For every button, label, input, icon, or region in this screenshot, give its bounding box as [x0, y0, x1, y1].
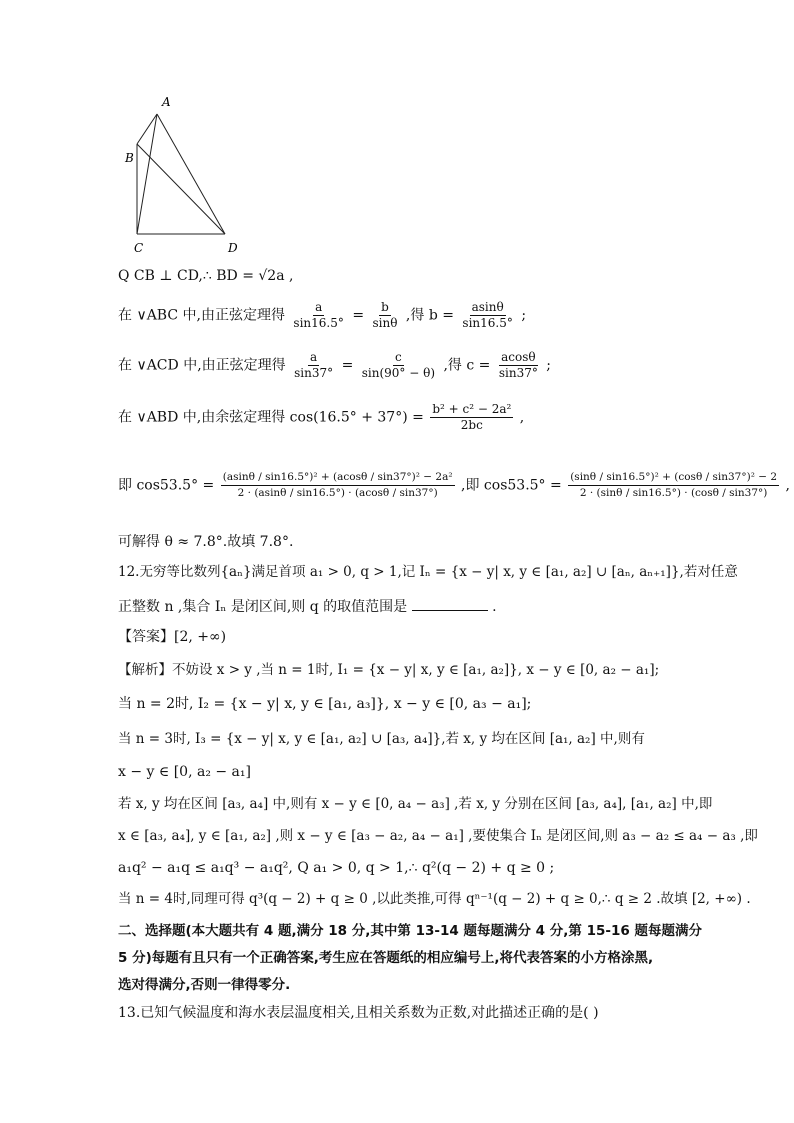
analysis-line-5: 若 x, y 均在区间 [a₃, a₄] 中,则有 x − y ∈ [0, a₄ − a₃] ,若 x, y 分别在区间 [a₃, a₄], [a₁, a₂] 中,即: [118, 796, 713, 812]
answer-line: 【答案】[2, +∞): [118, 629, 227, 645]
denominator: sin16.5°: [293, 316, 344, 330]
text: ,: [519, 409, 525, 426]
fraction: [371, 300, 400, 331]
numerator: a: [315, 300, 323, 314]
segment-bd: [137, 144, 225, 234]
denominator: sinθ: [372, 316, 398, 330]
numerator: acosθ: [501, 350, 536, 364]
denominator: 2 · (sinθ / sin16.5°) · (cosθ / sin37°): [579, 487, 768, 499]
numerator: b² + c² − 2a²: [432, 402, 512, 416]
question-12-line-2: [118, 596, 497, 617]
section-heading-line-1: 二、选择题(本大题共有 4 题,满分 18 分,其中第 13-14 题每题满分 4 分,第 15-16 题每题满分: [118, 923, 702, 939]
denominator: sin37°: [294, 366, 334, 380]
fraction: [430, 402, 513, 433]
label-b: B: [125, 151, 134, 165]
text: 在 ∨ABC 中,由正弦定理得: [118, 307, 285, 324]
text: =: [352, 307, 365, 324]
analysis-line-1: 【解析】不妨设 x > y ,当 n = 1时, I₁ = {x − y| x, y ∈ [a₁, a₂]}, x − y ∈ [0, a₂ − a₁];: [118, 662, 660, 678]
section-heading-line-3: 选对得满分,否则一律得零分.: [118, 977, 291, 993]
analysis-line-3: 当 n = 3时, I₃ = {x − y| x, y ∈ [a₁, a₂] ∪ [a₃, a₄]},若 x, y 均在区间 [a₁, a₂] 中,则有: [118, 731, 645, 747]
label-d: D: [228, 241, 238, 255]
analysis-line-2: 当 n = 2时, I₂ = {x − y| x, y ∈ [a₁, a₃]}, x − y ∈ [0, a₃ − a₁];: [118, 696, 532, 712]
fraction: [360, 350, 437, 381]
text: ,即 cos53.5° =: [461, 477, 562, 494]
fraction: [291, 300, 345, 331]
numerator: asinθ: [471, 300, 504, 314]
analysis-line-7: a₁q² − a₁q ≤ a₁q³ − a₁q², Q a₁ > 0, q > 1,∴ q²(q − 2) + q ≥ 0 ;: [118, 860, 555, 876]
text: ,: [785, 477, 790, 494]
text: 在 ∨ACD 中,由正弦定理得: [118, 357, 286, 374]
fraction: [568, 470, 779, 501]
text: .: [492, 599, 497, 615]
fraction: [497, 350, 540, 381]
section-heading-line-2: 5 分)每题有且只有一个正确答案,考生应在答题纸的相应编号上,将代表答案的小方格涂黑,: [118, 950, 654, 966]
denominator: sin37°: [498, 366, 538, 380]
analysis-line-4: x − y ∈ [0, a₂ − a₁]: [118, 764, 251, 780]
text: ,得 b =: [405, 307, 454, 324]
numerator: a: [310, 350, 318, 364]
denominator: sin(90° − θ): [361, 366, 436, 380]
text: 正整数 n ,集合 Iₙ 是闭区间,则 q 的取值范围是: [118, 599, 408, 615]
analysis-line-8: 当 n = 4时,同理可得 q³(q − 2) + q ≥ 0 ,以此类推,可得 qⁿ⁻¹(q − 2) + q ≥ 0,∴ q ≥ 2 .故填 [2, +∞) .: [118, 891, 751, 907]
analysis-line-6: x ∈ [a₃, a₄], y ∈ [a₁, a₂] ,则 x − y ∈ [a₃ − a₂, a₄ − a₁] ,要使集合 Iₙ 是闭区间,则 a₃ − a₂ ≤ a₄ − a₃ ,即: [118, 828, 758, 844]
label-a: A: [162, 95, 171, 109]
text: 即 cos53.5° =: [118, 477, 215, 494]
numerator: (asinθ / sin16.5°)² + (acosθ / sin37°)² − 2a²: [221, 470, 455, 486]
answer-blank: [412, 596, 488, 611]
text: ;: [521, 307, 527, 324]
denominator: 2bc: [460, 418, 483, 432]
fraction: [221, 470, 455, 501]
numerator: b: [381, 300, 389, 314]
fraction: [292, 350, 335, 381]
label-c: C: [134, 241, 144, 255]
text: =: [341, 357, 354, 374]
question-13: 13.已知气候温度和海水表层温度相关,且相关系数为正数,对此描述正确的是( ): [118, 1005, 599, 1021]
segment-ac: [137, 114, 157, 234]
denominator: sin16.5°: [462, 316, 513, 330]
line-1: Q CB ⊥ CD,∴ BD = √2a ,: [118, 268, 294, 284]
geometry-figure: [112, 92, 252, 262]
line-4: [118, 402, 524, 433]
line-3: [118, 350, 551, 381]
question-12-line-1: 12.无穷等比数列{aₙ}满足首项 a₁ > 0, q > 1,记 Iₙ = {x − y| x, y ∈ [a₁, a₂] ∪ [aₙ, aₙ₊₁]},若对任意: [118, 564, 738, 580]
line-2: [118, 300, 526, 331]
fraction: [460, 300, 514, 331]
numerator: (sinθ / sin16.5°)² + (cosθ / sin37°)² − 2: [568, 470, 779, 486]
text: ;: [546, 357, 552, 374]
numerator: c: [395, 350, 402, 364]
text: 在 ∨ABD 中,由余弦定理得 cos(16.5° + 37°) =: [118, 409, 424, 426]
segment-ad: [157, 114, 225, 234]
text: ,得 c =: [443, 357, 491, 374]
line-5: [118, 470, 790, 501]
line-6: 可解得 θ ≈ 7.8°.故填 7.8°.: [118, 534, 294, 550]
denominator: 2 · (asinθ / sin16.5°) · (acosθ / sin37°): [237, 487, 438, 499]
